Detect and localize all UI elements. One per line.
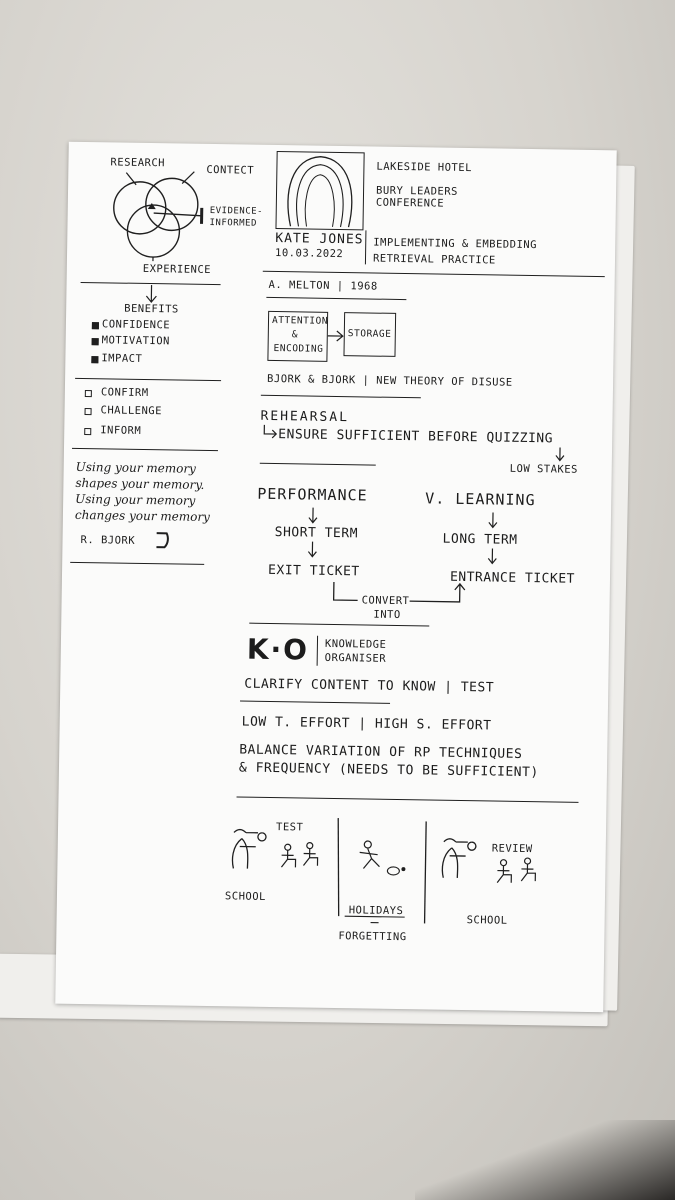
down-arrow-icon	[307, 508, 319, 524]
holidays-label: HOLIDAYS	[348, 904, 404, 918]
quote-line: changes your memory	[74, 507, 211, 525]
review-label: REVIEW	[491, 842, 533, 856]
performance-rule	[249, 623, 429, 627]
scribble-icon	[154, 531, 170, 549]
clarify-line: CLARIFY CONTENT TO KNOW | TEST	[244, 676, 495, 696]
portrait-sketch	[276, 152, 363, 229]
left-rule-2	[75, 378, 221, 381]
test-label: TEST	[275, 821, 304, 834]
forgetting-label: FORGETTING	[338, 930, 407, 944]
rehearsal-title: REHEARSAL	[260, 408, 350, 426]
box-label: ENCODING	[273, 342, 324, 355]
school-label: SCHOOL	[224, 890, 266, 903]
ko-bottom-rule	[237, 796, 579, 802]
benefits-title: BENEFITS	[124, 302, 179, 316]
theory-rule	[261, 395, 421, 399]
bullet-icon	[92, 338, 99, 345]
evidence-label-1: EVIDENCE-	[209, 205, 264, 217]
checkbox-icon	[85, 408, 92, 415]
rehearsal-detail: ENSURE SUFFICIENT BEFORE QUIZZING	[278, 427, 554, 447]
rehearsal-rule	[260, 463, 376, 466]
speaker-portrait	[275, 151, 364, 230]
venn-contect-label: CONTECT	[206, 163, 255, 177]
down-arrow-icon	[306, 542, 318, 558]
ko-divider	[317, 636, 318, 666]
benefit-item: MOTIVATION	[101, 334, 170, 348]
performance-title: PERFORMANCE	[257, 484, 368, 505]
effort-line: LOW T. EFFORT | HIGH S. EFFORT	[241, 714, 492, 734]
exit-ticket-label: EXIT TICKET	[267, 562, 360, 580]
quote-line: Using your memory	[75, 491, 196, 508]
box-label: STORAGE	[347, 328, 392, 340]
event-name-2: CONFERENCE	[375, 196, 445, 210]
melton-rule	[266, 297, 406, 300]
quote-line: shapes your memory.	[75, 475, 205, 492]
right-arrow-icon	[328, 330, 344, 342]
benefit-item: IMPACT	[101, 352, 143, 365]
event-name-1: BURY LEADERS	[375, 184, 459, 198]
ko-label: ORGANISER	[324, 651, 387, 665]
talk-title-1: IMPLEMENTING & EMBEDDING	[373, 236, 538, 252]
bullet-icon	[91, 356, 98, 363]
school-label: SCHOOL	[466, 914, 508, 927]
action-item: CHALLENGE	[100, 404, 163, 418]
short-term-label: SHORT TERM	[274, 525, 359, 542]
into-label: INTO	[373, 608, 401, 622]
action-item: CONFIRM	[100, 386, 149, 400]
venn-experience-label: EXPERIENCE	[142, 262, 212, 276]
low-stakes-label: LOW STAKES	[509, 462, 579, 476]
down-arrow-icon	[487, 512, 499, 528]
down-arrow-icon	[486, 548, 498, 564]
left-rule-4	[70, 562, 204, 565]
convert-label: CONVERT	[361, 594, 410, 608]
quote-author: R. BJORK	[80, 533, 136, 547]
box-label: &	[291, 329, 299, 341]
ko-label: KNOWLEDGE	[324, 637, 387, 651]
table-shadow	[415, 1120, 675, 1200]
venn-research-label: RESEARCH	[110, 156, 166, 170]
speaker-name: KATE JONES	[275, 231, 364, 248]
checkbox-icon	[84, 428, 91, 435]
timeline-figures	[220, 816, 602, 972]
box-label: ATTENTION	[271, 314, 329, 327]
down-arrow-icon	[554, 447, 566, 461]
bullet-icon	[92, 322, 99, 329]
talk-title-2: RETRIEVAL PRACTICE	[372, 252, 496, 267]
action-item: INFORM	[100, 424, 142, 437]
long-term-label: LONG TERM	[442, 531, 518, 548]
left-rule-3	[72, 448, 218, 451]
sketchnote-page	[55, 142, 616, 1013]
entrance-ticket-label: ENTRANCE TICKET	[449, 569, 576, 587]
balance-line-2: & FREQUENCY (NEEDS TO BE SUFFICIENT)	[238, 760, 539, 781]
venue-name: LAKESIDE HOTEL	[376, 160, 473, 175]
ko-rule	[240, 701, 390, 704]
benefit-item: CONFIDENCE	[101, 318, 171, 332]
ko-logo: K·O	[246, 632, 310, 667]
balance-line-1: BALANCE VARIATION OF RP TECHNIQUES	[239, 742, 523, 762]
talk-date: 10.03.2022	[274, 247, 344, 261]
quote-line: Using your memory	[75, 459, 197, 476]
learning-title: V. LEARNING	[425, 489, 536, 510]
evidence-label-2: INFORMED	[209, 217, 257, 229]
melton-reference: A. MELTON | 1968	[268, 278, 378, 293]
checkbox-icon	[85, 390, 92, 397]
bent-arrow-icon	[262, 425, 278, 439]
bjork-theory: BJORK & BJORK | NEW THEORY OF DISUSE	[267, 372, 513, 389]
